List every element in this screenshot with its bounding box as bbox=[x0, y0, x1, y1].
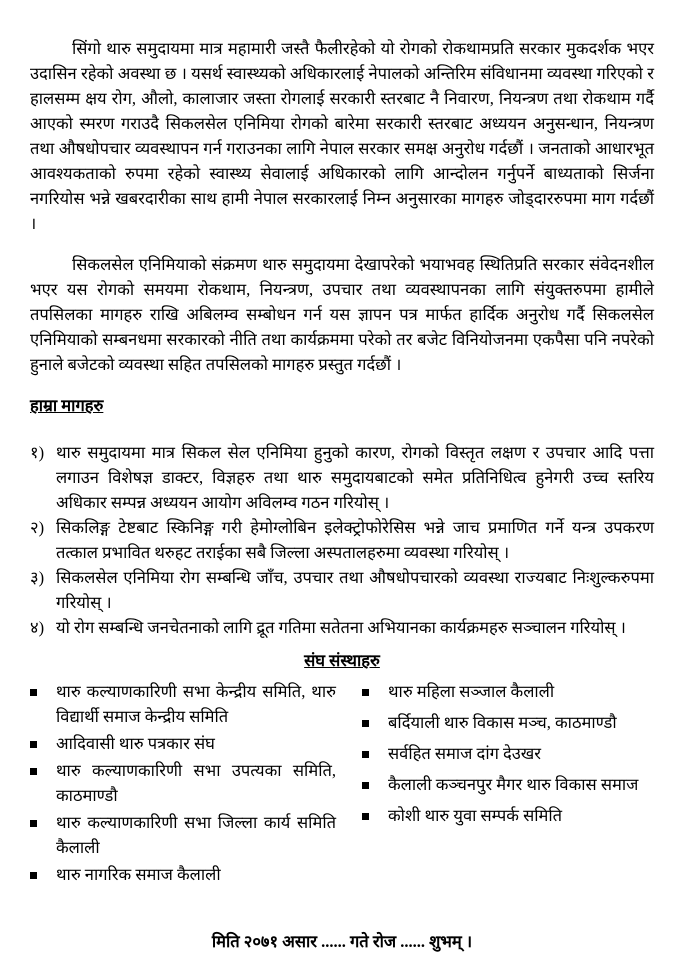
organization-name: सर्वहित समाज दांग देउखर bbox=[388, 744, 542, 763]
bullet-square-icon bbox=[30, 820, 37, 827]
demands-list bbox=[30, 440, 654, 640]
organizations-left-column bbox=[30, 679, 336, 889]
organizations-right-column bbox=[362, 679, 654, 889]
demand-text: थारु समुदायमा मात्र सिकल सेल एनिमिया हुनुको कारण, रोगको विस्तृत लक्षण र उपचार आदि पत्ता लगाउन विशेषज्ञ डाक्टर, विज्ञहरु तथा थारु समुदायबाटको समेत प्रतिनिधित्व हुनेगरी उच्च स्तरिय अधिकार सम्पन्न अध्ययन आयोग अविलम्व गठन गरियोस् । bbox=[56, 443, 654, 512]
demand-text: सिकलसेल एनिमिया रोग सम्बन्धि जाँच, उपचार तथा औषधोपचारको व्यवस्था राज्यबाट निःशुल्करुपमा गरियोस् । bbox=[56, 568, 654, 612]
organization-name: कोशी थारु युवा सम्पर्क समिति bbox=[388, 806, 563, 825]
bullet-square-icon bbox=[30, 768, 37, 775]
bullet-square-icon bbox=[30, 872, 37, 879]
demand-text: सिकलिङ्ग टेष्टबाट स्किनिङ्ग गरी हेमोग्लोबिन इलेक्ट्रोफोरेसिस भन्ने जाच प्रमाणित गर्ने यन्त्र उपकरण तत्काल प्रभावित थरुहट तराईका सबै जिल्ला अस्पतालहरुमा व्यवस्था गरियोस् । bbox=[56, 518, 654, 562]
organizations-heading: संघ संस्थाहरु bbox=[304, 651, 380, 670]
organization-item bbox=[362, 679, 654, 704]
organization-name: थारु महिला सञ्जाल कैलाली bbox=[388, 682, 555, 701]
organization-item bbox=[30, 731, 336, 756]
organization-name: थारु कल्याणकारिणी सभा केन्द्रीय समिति, थारु विद्यार्थी समाज केन्द्रीय समिति bbox=[56, 682, 336, 726]
demand-text: यो रोग सम्बन्धि जनचेतनाको लागि द्रूत गतिमा सतेतना अभियानका कार्यक्रमहरु सञ्चालन गरियोस् । bbox=[56, 618, 626, 637]
bullet-square-icon bbox=[362, 782, 369, 789]
demand-item bbox=[30, 440, 654, 515]
bullet-square-icon bbox=[362, 813, 369, 820]
bullet-square-icon bbox=[362, 689, 369, 696]
organization-name: थारु नागरिक समाज कैलाली bbox=[56, 865, 221, 884]
demand-number: ४) bbox=[30, 618, 45, 637]
bullet-square-icon bbox=[362, 720, 369, 727]
bullet-square-icon bbox=[30, 689, 37, 696]
organization-item bbox=[362, 803, 654, 828]
organizations-columns bbox=[30, 679, 654, 889]
organization-item bbox=[362, 710, 654, 735]
organization-item bbox=[362, 741, 654, 766]
intro-paragraph-2: सिकलसेल एनिमियाको संक्रमण थारु समुदायमा देखापरेको भयाभवह स्थितिप्रति सरकार संवेदनशील भएर यस रोगको समयमा रोकथाम, नियन्त्रण, उपचार तथा व्यवस्थापनका लागि संयुक्तरुपमा हामीले तपसिलका मागहरु राखि अबिलम्व सम्बोधन गर्न यस ज्ञापन पत्र मार्फत हार्दिक अनुरोध गर्दै सिकलसेल एनिमियाको सम्बनधमा सरकारको नीति तथा कार्यक्रममा परेको तर बजेट विनियोजनमा एकपैसा पनि नपरेको हुनाले बजेटको व्यवस्था सहित तपसिलको मागहरु प्रस्तुत गर्दछौं । bbox=[30, 255, 654, 374]
demand-number: ३) bbox=[30, 568, 45, 587]
demand-item bbox=[30, 615, 654, 640]
bullet-square-icon bbox=[362, 751, 369, 758]
organization-item bbox=[30, 810, 336, 860]
demand-item bbox=[30, 565, 654, 615]
organization-name: थारु कल्याणकारिणी सभा जिल्ला कार्य समिति कैलाली bbox=[56, 813, 336, 857]
demands-heading: हाम्रा मागहरु bbox=[30, 396, 104, 415]
organization-item bbox=[30, 758, 336, 808]
organization-item bbox=[30, 679, 336, 729]
intro-paragraph-1: सिंगो थारु समुदायमा मात्र महामारी जस्तै फैलीरहेको यो रोगको रोकथामप्रति सरकार मुकदर्शक भएर उदासिन रहेको अवस्था छ । यसर्थ स्वास्थ्यको अधिकारलाई नेपालको अन्तिरिम संविधानमा व्यवस्था गरिएको र हालसम्म क्षय रोग, औलो, कालाजार जस्ता रोगलाई सरकारी स्तरबाट नै निवारण, नियन्त्रण तथा रोकथाम गर्दै आएको स्मरण गराउदै सिकलसेल एनिमिया रोगको बारेमा सरकारी स्तरबाट अध्ययन अनुसन्धान, नियन्त्रण तथा औषधोपचार व्यवस्थापन गर्न गराउनका लागि नेपाल सरकार समक्ष अनुरोध गर्दछौं । जनताको आधारभूत आवश्यकताको रुपमा रहेको स्वास्थ्य सेवालाई अधिकारको लागि आन्दोलन गर्नुपर्ने बाध्यताको सिर्जना नगरियोस भन्ने खबरदारीका साथ हामी नेपाल सरकारलाई निम्न अनुसारका मागहरु जोड्दाररुपमा माग गर्दछौं । bbox=[30, 39, 654, 233]
organization-name: कैलाली कञ्चनपुर मैगर थारु विकास समाज bbox=[388, 775, 639, 794]
date-line: मिति २०७१ असार ...... गते रोज ...... शुभम् । bbox=[211, 932, 473, 951]
organization-name: आदिवासी थारु पत्रकार संघ bbox=[56, 734, 215, 753]
organization-name: थारु कल्याणकारिणी सभा उपत्यका समिति, काठमाण्डौ bbox=[56, 761, 336, 805]
organization-item bbox=[30, 862, 336, 887]
demand-item bbox=[30, 515, 654, 565]
demand-number: १) bbox=[30, 443, 45, 462]
demand-number: २) bbox=[30, 518, 45, 537]
bullet-square-icon bbox=[30, 741, 37, 748]
organization-item bbox=[362, 772, 654, 797]
organization-name: बर्दियाली थारु विकास मञ्च, काठमाण्डौ bbox=[388, 713, 617, 732]
